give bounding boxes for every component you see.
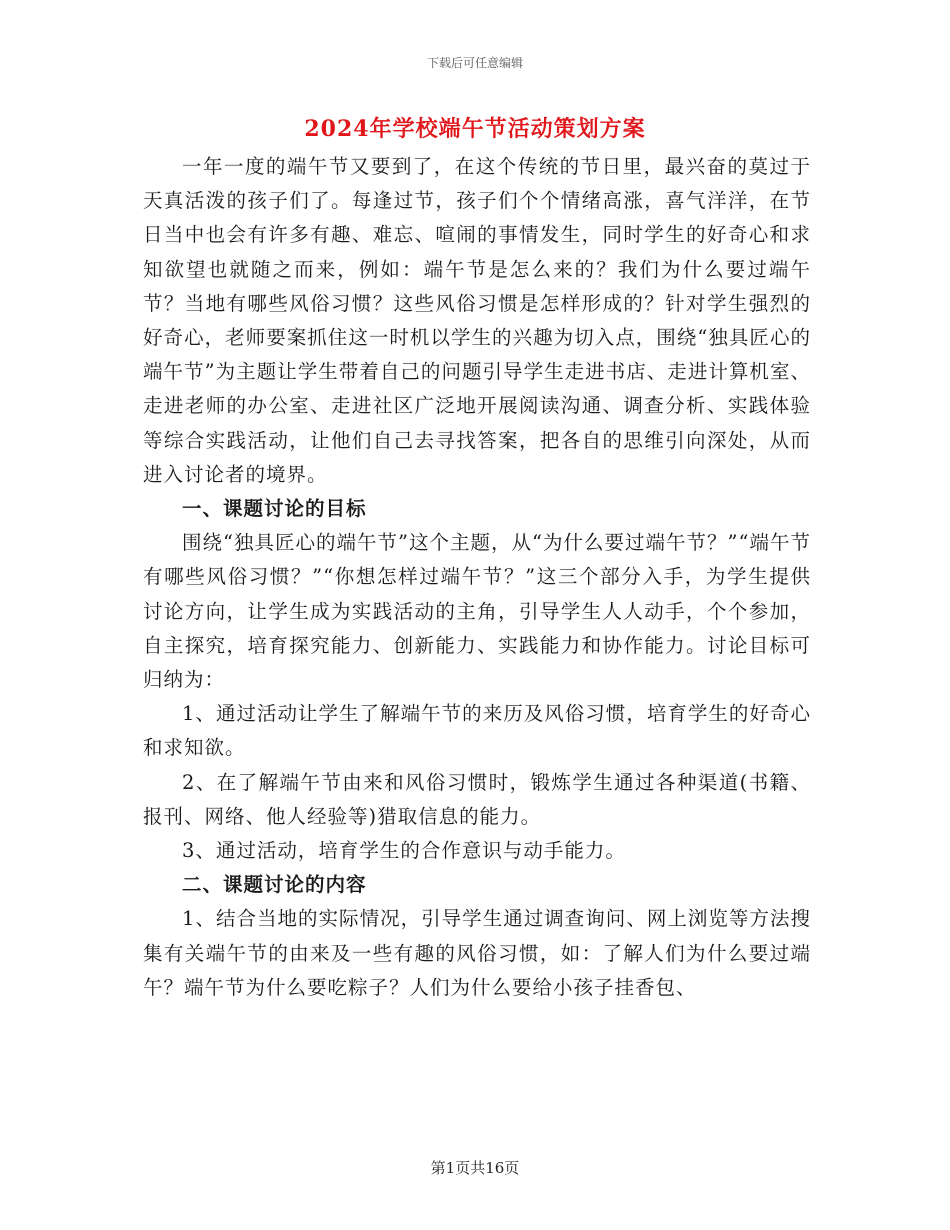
intro-paragraph: 一年一度的端午节又要到了，在这个传统的节日里，最兴奋的莫过于天真活泼的孩子们了。每逢过节，孩子们个个情绪高涨，喜气洋洋，在节日当中也会有许多有趣、难忘、喧闹的事情发生，同时学生的好奇心和求知欲望也就随之而来，例如：端午节是怎么来的？我们为什么要过端午节？当地有哪些风俗习惯？这些风俗习惯是怎样形成的？针对学生强烈的好奇心，老师要案抓住这一时机以学生的兴趣为切入点，围绕“独具匠心的端午节”为主题让学生带着自己的问题引导学生走进书店、走进计算机室、走进老师的办公室、走进社区广泛地开展阅读沟通、调查分析、实践体验等综合实践活动，让他们自己去寻找答案，把各自的思维引向深处，从而进入讨论者的境界。 (143, 155, 811, 486)
content-item-1: 1、结合当地的实际情况，引导学生通过调查询问、网上浏览等方法搜集有关端午节的由来及一些有趣的风俗习惯，如：了解人们为什么要过端午？端午节为什么要吃粽子？人们为什么要给小孩子挂香包、 (143, 907, 811, 999)
document-body (143, 150, 811, 1005)
document-title: 2024年学校端午节活动策划方案 (304, 116, 646, 142)
goal-item-1: 1、通过活动让学生了解端午节的来历及风俗习惯，培育学生的好奇心和求知欲。 (143, 702, 811, 760)
section-heading-content: 二、课题讨论的内容 (182, 873, 367, 897)
section-heading-goals: 一、课题讨论的目标 (182, 497, 367, 521)
goal-item-2: 2、在了解端午节由来和风俗习惯时，锻炼学生通过各种渠道(书籍、报刊、网络、他人经验等)猎取信息的能力。 (143, 770, 811, 828)
page-footer: 第1页共16页 (430, 1159, 520, 1177)
header-note: 下载后可任意编辑 (426, 56, 523, 70)
goals-paragraph: 围绕“独具匠心的端午节”这个主题，从“为什么要过端午节？”“端午节有哪些风俗习惯？”“你想怎样过端午节？”这三个部分入手，为学生提供讨论方向，让学生成为实践活动的主角，引导学生人人动手，个个参加，自主探究，培育探究能力、创新能力、实践能力和协作能力。讨论目标可归纳为： (143, 531, 811, 692)
goal-item-3: 3、通过活动，培育学生的合作意识与动手能力。 (182, 839, 626, 863)
